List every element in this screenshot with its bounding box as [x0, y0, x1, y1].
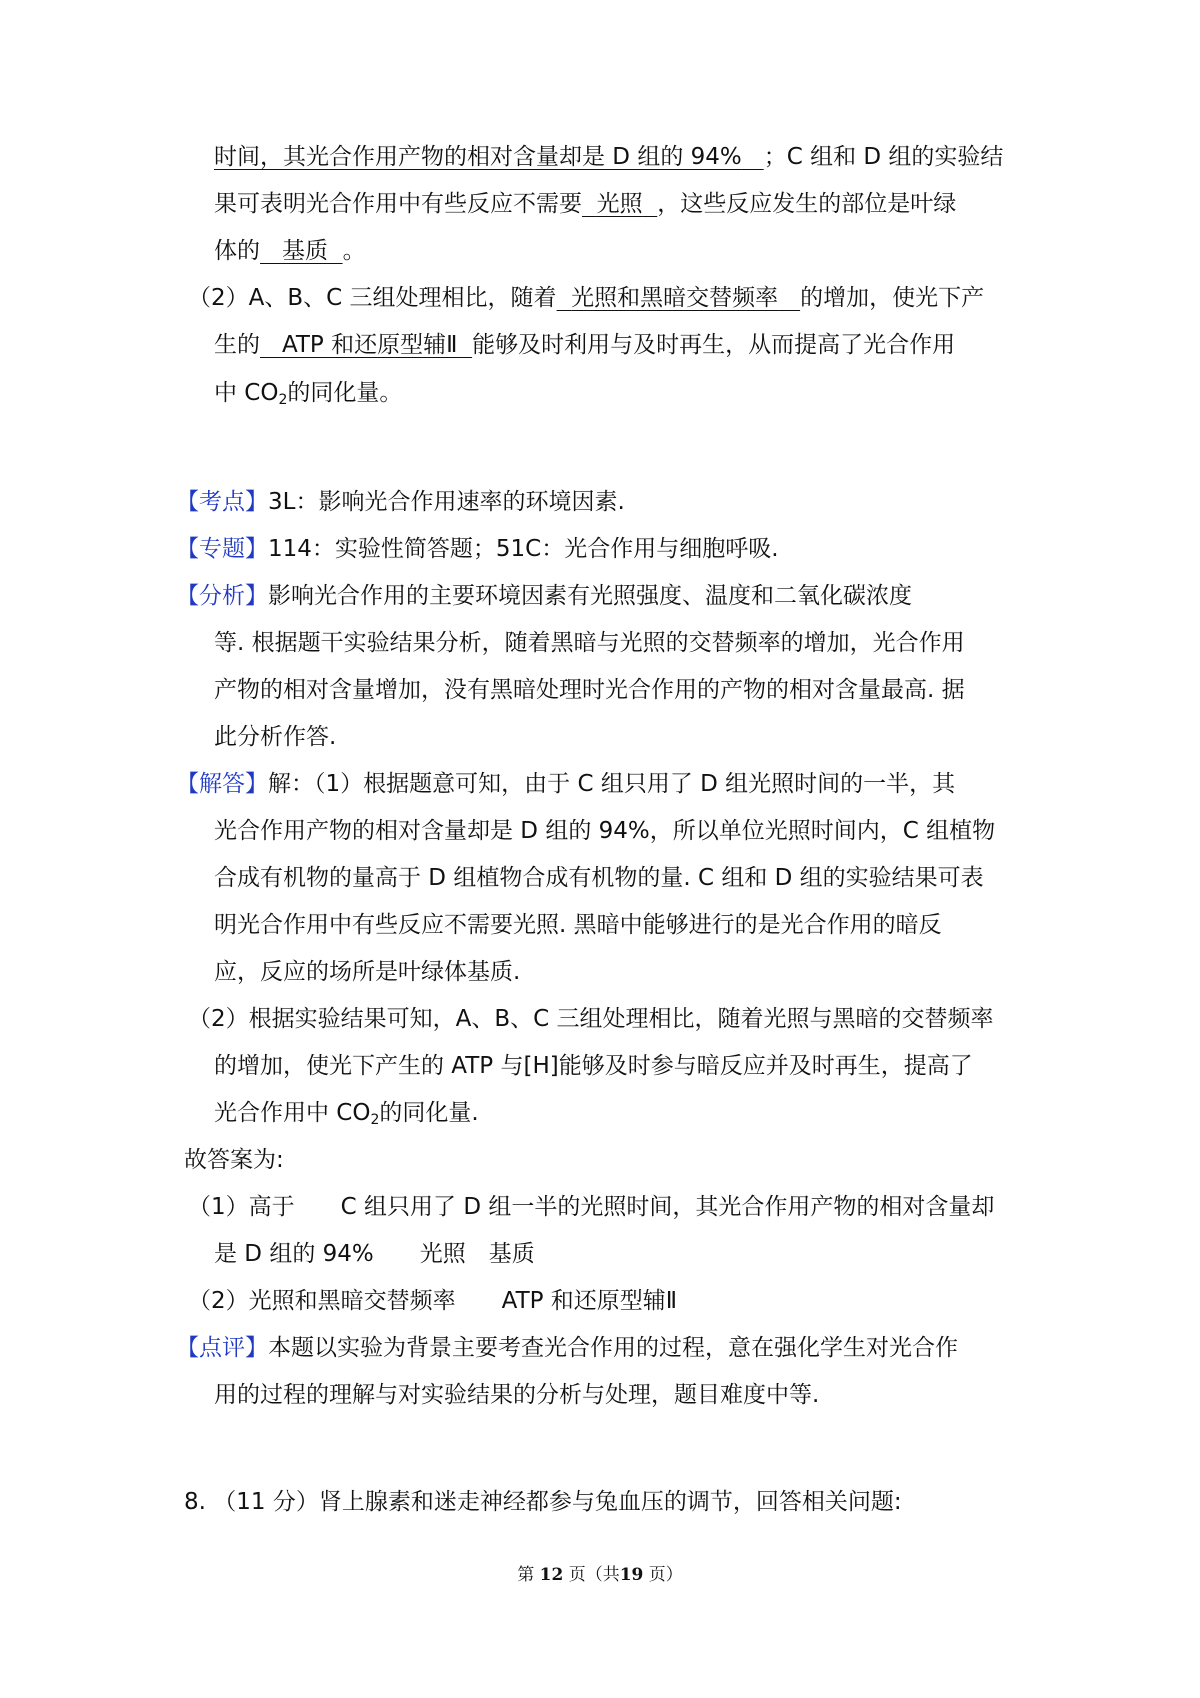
blank-answer: 光照和黑暗交替频率: [571, 285, 779, 311]
blank-answer: 光照: [596, 191, 643, 217]
page-total: 19: [619, 1565, 644, 1585]
dianping-line-1: 【点评】本题以实验为背景主要考查光合作用的过程，意在强化学生对光合作: [176, 1335, 958, 1361]
q7-part2-line-2: 生的 ATP 和还原型辅Ⅱ 能够及时利用与及时再生，从而提高了光合作用: [214, 332, 956, 358]
q7-line-3: 体的 基质 。: [214, 238, 366, 264]
q7-part2-line-3: 中 $CO_2$的同化量。: [214, 380, 403, 408]
page-footer: 第 12 页（共19 页）: [517, 1565, 683, 1585]
kaodian-line: 【考点】3L：影响光合作用速率的环境因素.: [176, 489, 625, 515]
answer-1-line-2: 是 D 组的 94% 光照 基质: [214, 1241, 535, 1267]
zhuanti-tag: 【专题】: [176, 536, 268, 562]
answer-1-line-1: （1）高于 C 组只用了 D 组一半的光照时间，其光合作用产物的相对含量却: [188, 1194, 995, 1220]
fenxi-line-4: 此分析作答.: [214, 724, 337, 750]
jieda-tag: 【解答】: [176, 771, 268, 797]
jieda-line-2: 光合作用产物的相对含量却是 D 组的 94%，所以单位光照时间内，C 组植物: [214, 818, 996, 844]
blank-answer: 基质: [281, 238, 328, 264]
kaodian-tag: 【考点】: [176, 489, 268, 515]
page-number: 12: [539, 1565, 564, 1585]
answer-2-line: （2）光照和黑暗交替频率 ATP 和还原型辅Ⅱ: [188, 1288, 678, 1314]
jieda-line-4: 明光合作用中有些反应不需要光照. 黑暗中能够进行的是光合作用的暗反: [214, 912, 942, 938]
dianping-tag: 【点评】: [176, 1335, 268, 1361]
question-8: 8. （11 分）肾上腺素和迷走神经都参与兔血压的调节，回答相关问题:: [184, 1489, 902, 1515]
fenxi-line-1: 【分析】影响光合作用的主要环境因素有光照强度、温度和二氧化碳浓度: [176, 583, 912, 609]
fenxi-tag: 【分析】: [176, 583, 268, 609]
zhuanti-line: 【专题】114：实验性简答题；51C：光合作用与细胞呼吸.: [176, 536, 779, 562]
jieda-line-8: 光合作用中 $CO_2$的同化量.: [214, 1100, 479, 1128]
q7-part2-line-1: （2）A、B、C 三组处理相比，随着 光照和黑暗交替频率 的增加，使光下产: [188, 285, 985, 311]
q7-line-1: 时间，其光合作用产物的相对含量却是 D 组的 94% ；C 组和 D 组的实验结: [214, 144, 1004, 170]
jieda-line-6: （2）根据实验结果可知，A、B、C 三组处理相比，随着光照与黑暗的交替频率: [188, 1006, 994, 1032]
fenxi-line-3: 产物的相对含量增加，没有黑暗处理时光合作用的产物的相对含量最高. 据: [214, 677, 965, 703]
jieda-line-1: 【解答】解：（1）根据题意可知，由于 C 组只用了 D 组光照时间的一半，其: [176, 771, 956, 797]
jieda-line-7: 的增加，使光下产生的 ATP 与[H]能够及时参与暗反应并及时再生，提高了: [214, 1053, 973, 1079]
blank-answer: 时间，其光合作用产物的相对含量却是 D 组的 94%: [214, 144, 742, 170]
blank-answer: ATP 和还原型辅Ⅱ: [281, 332, 458, 358]
jieda-line-5: 应，反应的场所是叶绿体基质.: [214, 959, 521, 985]
jieda-line-3: 合成有机物的量高于 D 组植物合成有机物的量. C 组和 D 组的实验结果可表: [214, 865, 984, 891]
dianping-line-2: 用的过程的理解与对实验结果的分析与处理，题目难度中等.: [214, 1382, 820, 1408]
answer-heading: 故答案为:: [184, 1147, 284, 1173]
fenxi-line-2: 等. 根据题干实验结果分析，随着黑暗与光照的交替频率的增加，光合作用: [214, 630, 965, 656]
q7-line-2: 果可表明光合作用中有些反应不需要 光照 ，这些反应发生的部位是叶绿: [214, 191, 957, 217]
